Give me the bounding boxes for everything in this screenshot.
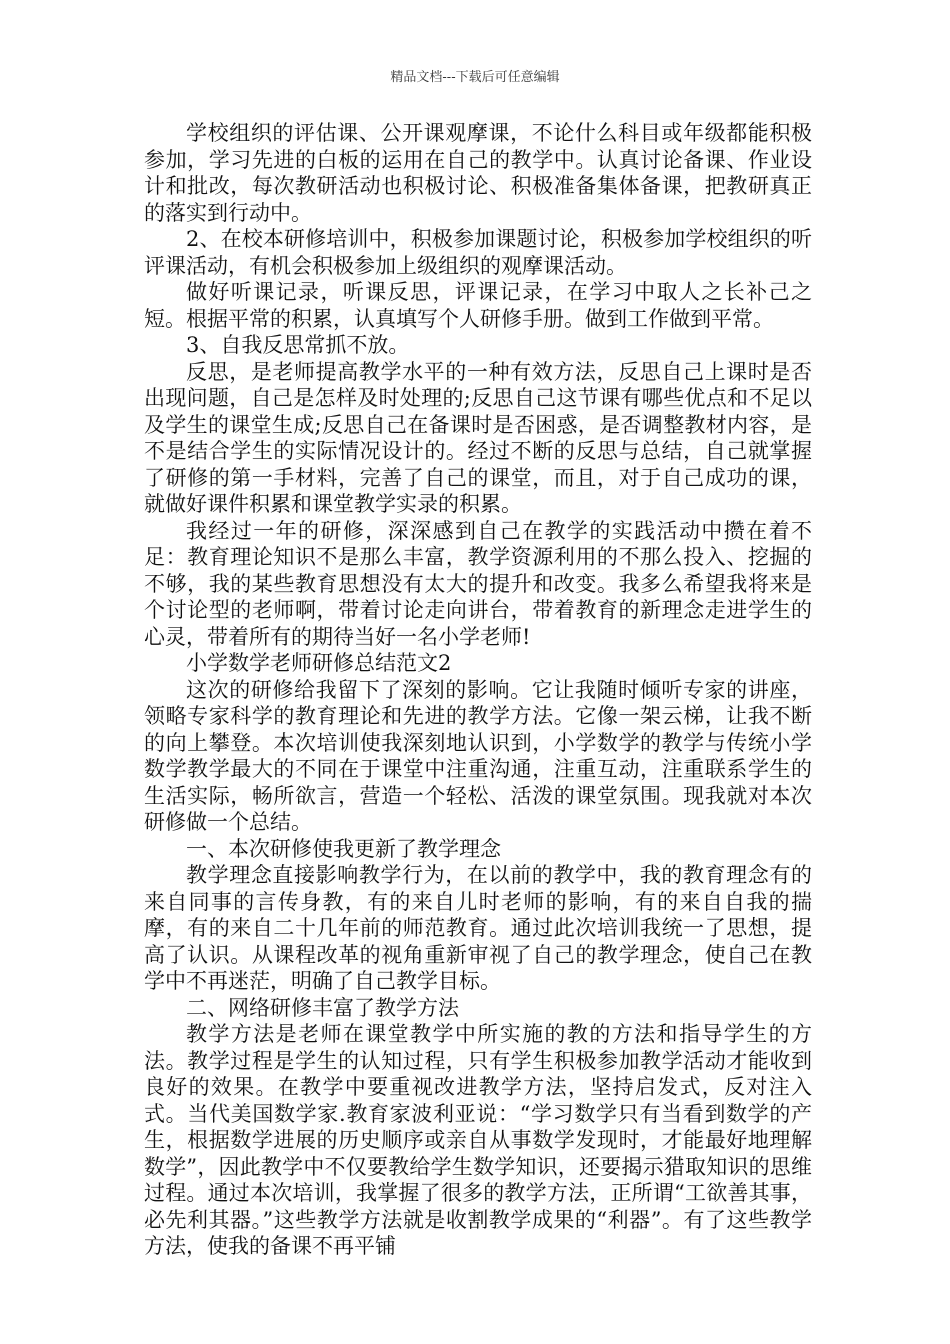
section-heading: 3、自我反思常抓不放。: [186, 333, 410, 357]
paragraph: 我经过一年的研修，深深感到自己在教学的实践活动中攒在着不足：教育理论知识不是那么丰富，教学资源利用的不那么投入、挖掘的不够，我的某些教育思想没有太大的提升和改变。我多么希望我将来是个讨论型的老师啊，带着讨论走向讲台，带着教育的新理念走进学生的心灵，带着所有的期待当好一名小学老师!: [144, 518, 812, 649]
section-heading: 一、本次研修使我更新了教学理念: [186, 836, 501, 861]
paragraph: 教学理念直接影响教学行为，在以前的教学中，我的教育理念有的来自同事的言传身教，有的来自儿时老师的影响，有的来自自我的揣摩，有的来自二十几年前的师范教育。通过此次培训我统一了思想，提高了认识。从课程改革的视角重新审视了自己的教学理念，使自己在教学中不再迷茫，明确了自己教学目标。: [144, 863, 812, 993]
paragraph: 做好听课记录，听课反思，评课记录，在学习中取人之长补己之短。根据平常的积累，认真填写个人研修手册。做到工作做到平常。: [144, 280, 812, 331]
paragraph: 这次的研修给我留下了深刻的影响。它让我随时倾听专家的讲座，领略专家科学的教育理论和先进的教学方法。它像一架云梯，让我不断的向上攀登。本次培训使我深刻地认识到，小学数学的教学与传统小学数学教学最大的不同在于课堂中注重沟通，注重互动，注重联系学生的生活实际，畅所欲言，营造一个轻松、活泼的课堂氛围。现我就对本次研修做一个总结。: [144, 677, 812, 834]
article-title: 小学数学老师研修总结范文2: [186, 651, 452, 675]
document-body: [144, 120, 812, 1260]
page-header: 精品文档---下载后可任意编辑: [390, 70, 560, 85]
paragraph: 教学方法是老师在课堂教学中所实施的教的方法和指导学生的方法。教学过程是学生的认知过程，只有学生积极参加教学活动才能收到良好的效果。在教学中要重视改进教学方法，坚持启发式，反对注入式。当代美国数学家.教育家波利亚说：“学习数学只有当看到数学的产生，根据数学进展的历史顺序或亲自从事数学发现时，才能最好地理解数学”，因此教学中不仅要教给学生数学知识，还要揭示猎取知识的思维过程。通过本次培训，我掌握了很多的教学方法，正所谓“工欲善其事，必先利其器。”这些教学方法就是收割教学成果的“利器”。有了这些教学方法，使我的备课不再平铺: [144, 1022, 812, 1258]
paragraph: 学校组织的评估课、公开课观摩课，不论什么科目或年级都能积极参加，学习先进的白板的运用在自己的教学中。认真讨论备课、作业设计和批改，每次教研活动也积极讨论、积极准备集体备课，把教研真正的落实到行动中。: [144, 121, 812, 225]
paragraph: 2、在校本研修培训中，积极参加课题讨论，积极参加学校组织的听评课活动，有机会积极参加上级组织的观摩课活动。: [144, 227, 812, 278]
paragraph: 反思，是老师提高教学水平的一种有效方法，反思自己上课时是否出现问题，自己是怎样及时处理的;反思自己这节课有哪些优点和不足以及学生的课堂生成;反思自己在备课时是否困惑，是否调整教材内容，是不是结合学生的实际情况设计的。经过不断的反思与总结，自己就掌握了研修的第一手材料，完善了自己的课堂，而且，对于自己成功的课，就做好课件积累和课堂教学实录的积累。: [144, 359, 812, 516]
section-heading: 二、网络研修丰富了教学方法: [186, 995, 459, 1020]
